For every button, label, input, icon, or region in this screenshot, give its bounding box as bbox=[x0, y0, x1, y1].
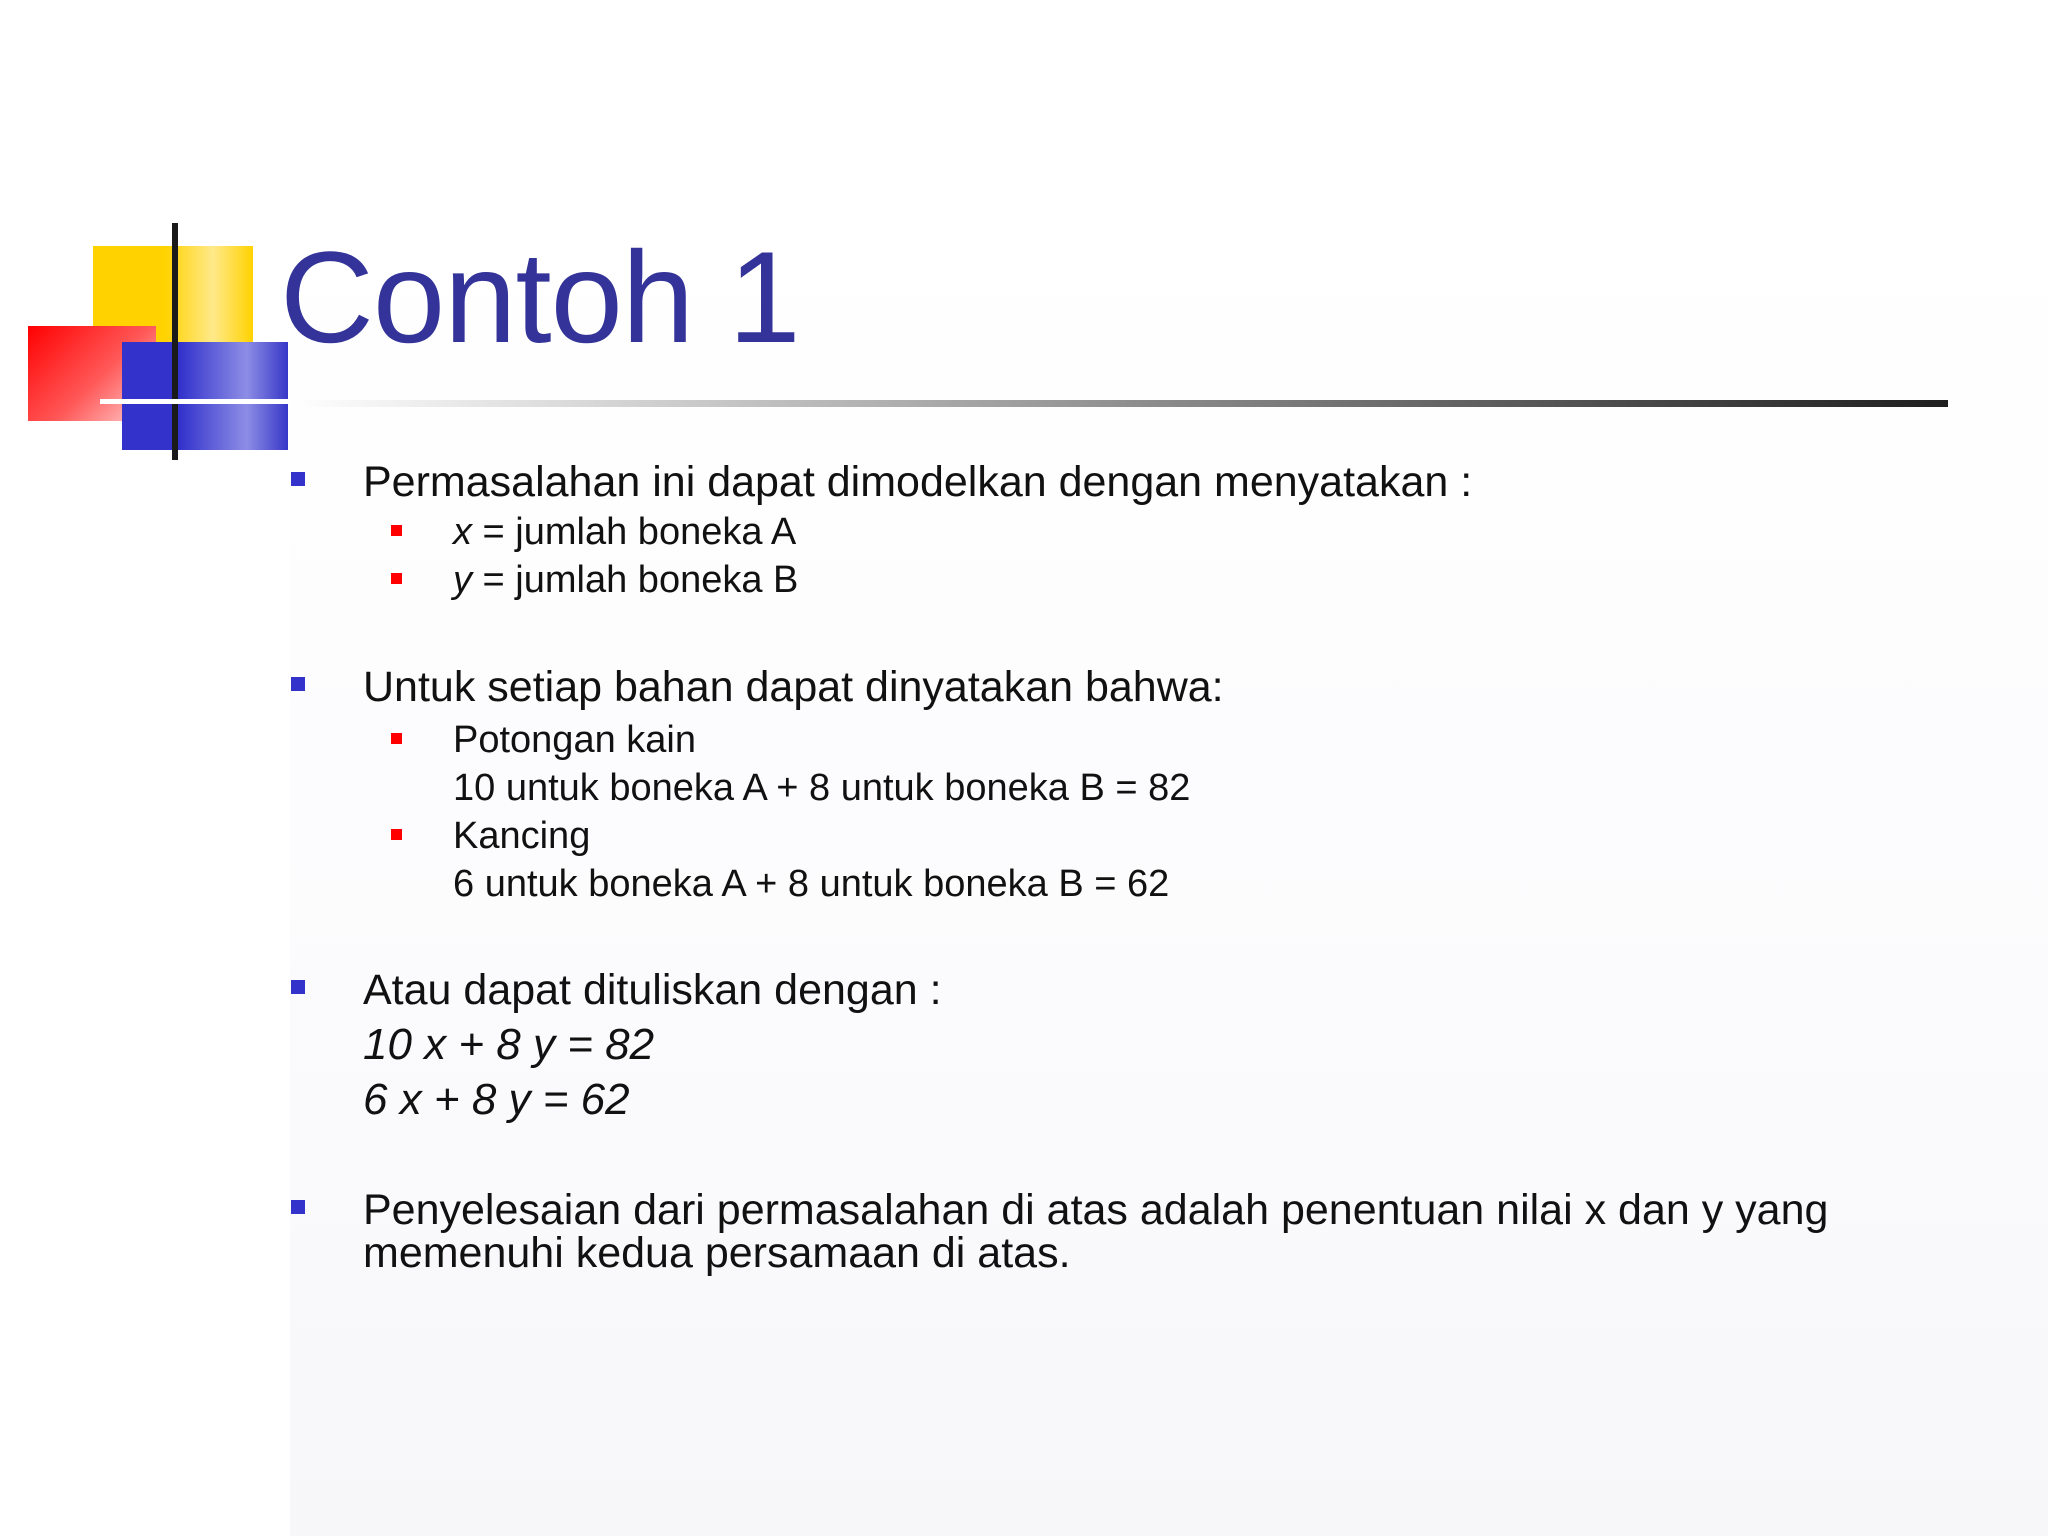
definition-y bbox=[453, 558, 798, 602]
variable-x: x bbox=[453, 511, 472, 553]
title-underline bbox=[290, 400, 1948, 407]
sub-bullet-square-icon bbox=[391, 829, 402, 840]
bullet-square-icon bbox=[291, 980, 305, 994]
logo-blue-square bbox=[122, 342, 288, 450]
definition-x-text: = jumlah boneka A bbox=[472, 511, 797, 553]
bullet-square-icon bbox=[291, 677, 305, 691]
logo-horizontal-line bbox=[100, 399, 290, 404]
section4-line1: Penyelesaian dari permasalahan di atas adalah penentuan nilai x dan y yang bbox=[363, 1186, 1829, 1234]
variable-y: y bbox=[453, 559, 472, 601]
definition-x bbox=[453, 510, 796, 554]
equation-1: 10 x + 8 y = 82 bbox=[363, 1020, 655, 1069]
material-label-kain: Potongan kain bbox=[453, 719, 696, 761]
sub-bullet-square-icon bbox=[391, 525, 402, 536]
decorative-logo bbox=[0, 0, 300, 470]
material-detail-kain: 10 untuk boneka A + 8 untuk boneka B = 82 bbox=[453, 767, 1191, 809]
section3-heading: Atau dapat dituliskan dengan : bbox=[363, 966, 942, 1014]
equation-2: 6 x + 8 y = 62 bbox=[363, 1075, 630, 1124]
bullet-square-icon bbox=[291, 472, 305, 486]
section1-heading: Permasalahan ini dapat dimodelkan dengan menyatakan : bbox=[363, 458, 1473, 506]
sub-bullet-square-icon bbox=[391, 733, 402, 744]
section4-line2: memenuhi kedua persamaan di atas. bbox=[363, 1229, 1071, 1277]
material-label-kancing: Kancing bbox=[453, 815, 591, 857]
sub-bullet-square-icon bbox=[391, 573, 402, 584]
section2-heading: Untuk setiap bahan dapat dinyatakan bahwa: bbox=[363, 663, 1224, 711]
definition-y-text: = jumlah boneka B bbox=[472, 559, 799, 601]
material-detail-kancing: 6 untuk boneka A + 8 untuk boneka B = 62 bbox=[453, 863, 1170, 905]
bullet-square-icon bbox=[291, 1200, 305, 1214]
logo-vertical-line bbox=[172, 223, 178, 460]
slide-title: Contoh 1 bbox=[280, 224, 800, 370]
